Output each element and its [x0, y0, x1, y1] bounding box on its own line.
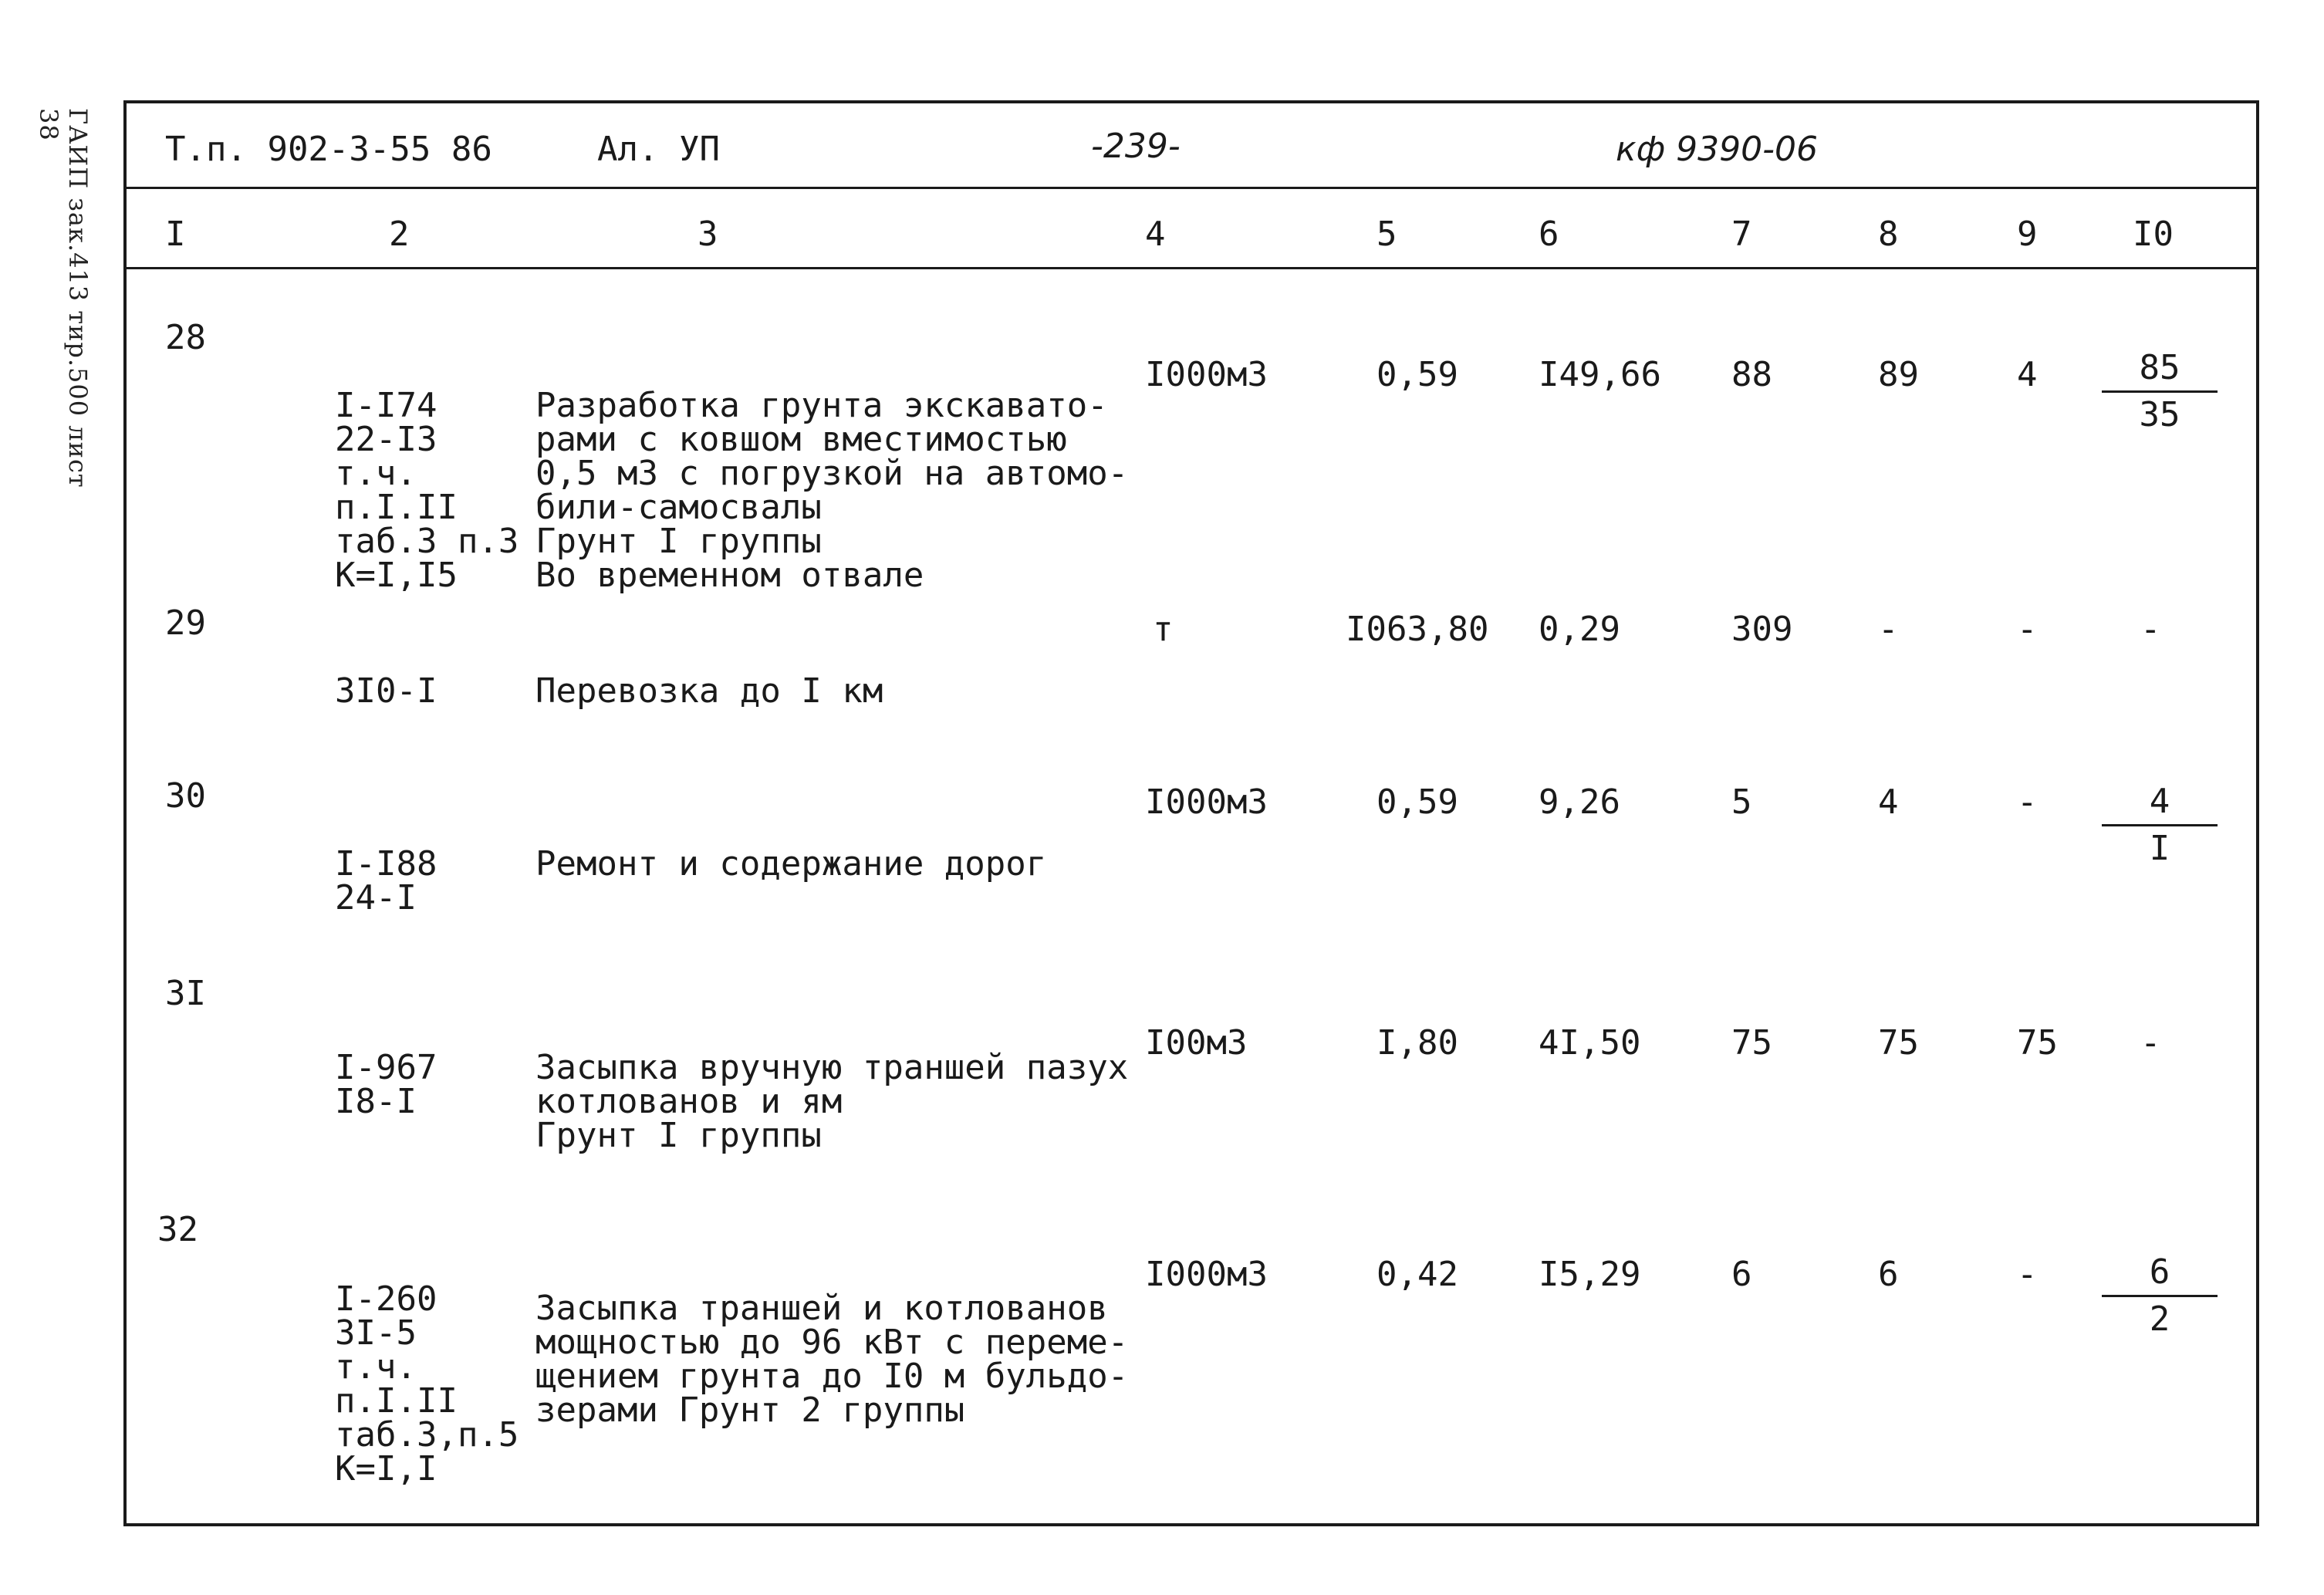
col-header-9: 9: [2017, 215, 2038, 254]
col-header-5: 5: [1376, 215, 1397, 254]
row-col9: -: [2017, 782, 2038, 822]
row-number: 3I: [165, 974, 206, 1013]
row-number: 32: [157, 1210, 198, 1249]
row-number: 30: [165, 776, 206, 816]
page-number: -239-: [1091, 127, 1181, 166]
row-quantity: 0,42: [1376, 1255, 1458, 1294]
row-unit: I000м3: [1145, 1255, 1268, 1294]
col-header-3: 3: [698, 215, 718, 254]
row-col9: 75: [2017, 1023, 2058, 1063]
row-col10-fraction: 85 35: [2102, 349, 2218, 434]
row-col8: 75: [1878, 1023, 1919, 1063]
row-unit: т: [1153, 610, 1174, 649]
col-header-1: I: [165, 215, 186, 254]
row-unit: I000м3: [1145, 782, 1268, 822]
columns-divider: [127, 267, 2256, 269]
album-number: Ал. УП: [597, 130, 720, 169]
row-col7: 88: [1731, 355, 1772, 394]
col-header-2: 2: [389, 215, 410, 254]
row-quantity: 0,59: [1376, 355, 1458, 394]
row-description: Перевозка до I км: [535, 671, 883, 711]
row-col8: 6: [1878, 1255, 1899, 1294]
row-col10: -: [2140, 610, 2161, 649]
row-col10-fraction: 6 2: [2102, 1253, 2218, 1339]
col-header-10: I0: [2133, 215, 2174, 254]
col-header-4: 4: [1145, 215, 1166, 254]
row-col10: -: [2140, 1023, 2161, 1063]
row-col7: 5: [1731, 782, 1752, 822]
col-header-7: 7: [1731, 215, 1752, 254]
row-col7: 75: [1731, 1023, 1772, 1063]
header-divider: [127, 187, 2256, 189]
row-quantity: 0,59: [1376, 782, 1458, 822]
row-col8: -: [1878, 610, 1899, 649]
row-code: I-260 3I-5 т.ч. п.I.II таб.3,п.5 К=I,I: [335, 1279, 519, 1489]
row-code: I-I88 24-I: [335, 844, 437, 917]
row-code: I-I74 22-I3 т.ч. п.I.II таб.3 п.3 К=I,I5: [335, 386, 519, 595]
row-unit: I00м3: [1145, 1023, 1248, 1063]
row-col9: -: [2017, 610, 2038, 649]
row-number: 28: [165, 318, 206, 357]
document-code: кф 9390-06: [1616, 130, 1819, 169]
row-col8: 4: [1878, 782, 1899, 822]
row-col7: 309: [1731, 610, 1793, 649]
col-header-6: 6: [1539, 215, 1559, 254]
row-price: I5,29: [1539, 1255, 1641, 1294]
row-col9: 4: [2017, 355, 2038, 394]
row-description: Ремонт и содержание дорог: [535, 844, 1047, 884]
row-number: 29: [165, 603, 206, 643]
row-col8: 89: [1878, 355, 1919, 394]
project-number: Т.п. 902-3-55 86: [165, 130, 492, 169]
row-col9: -: [2017, 1255, 2038, 1294]
row-description: Разработка грунта экскавато- рами с ковшом вместимостью 0,5 м3 с погрузкой на автомо- били-самосвалы Грунт I группы Во временном отвале: [535, 386, 1129, 595]
row-price: I49,66: [1539, 355, 1661, 394]
row-price: 0,29: [1539, 610, 1620, 649]
row-quantity: I063,80: [1346, 610, 1489, 649]
row-unit: I000м3: [1145, 355, 1268, 394]
row-description: Засыпка вручную траншей пазух котлованов и ям Грунт I группы: [535, 1048, 1129, 1155]
row-code: I-967 I8-I: [335, 1048, 437, 1121]
row-col10-fraction: 4 I: [2102, 782, 2218, 868]
document-frame: [123, 100, 2259, 1526]
row-col7: 6: [1731, 1255, 1752, 1294]
row-price: 9,26: [1539, 782, 1620, 822]
row-quantity: I,80: [1376, 1023, 1458, 1063]
row-description: Засыпка траншей и котлованов мощностью до 96 кВт с переме- щением грунта до I0 м бульдо- зерами Грунт 2 группы: [535, 1289, 1129, 1430]
side-stamp: ГАИП зак.413 тир.500 лист 38: [34, 108, 93, 488]
col-header-8: 8: [1878, 215, 1899, 254]
row-price: 4I,50: [1539, 1023, 1641, 1063]
row-code: 3I0-I: [335, 671, 437, 711]
